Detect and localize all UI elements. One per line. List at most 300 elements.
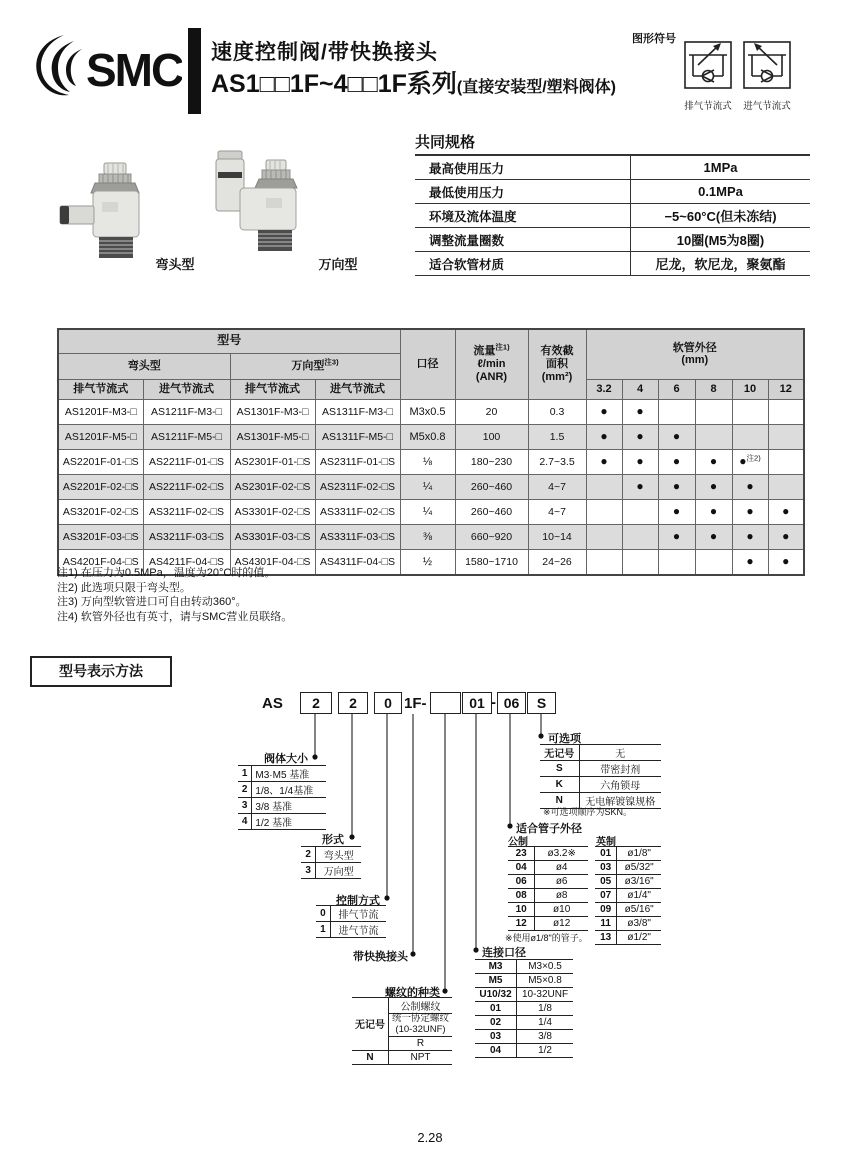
table-row: [316, 922, 386, 938]
common-specs-table: [415, 154, 810, 276]
area-header: [528, 329, 586, 399]
model-cell: AS4311F-04-□S: [315, 549, 400, 575]
model-cell: AS1211F-M3-□: [143, 399, 230, 424]
table-cell: 1: [238, 766, 252, 782]
code-box-option: S: [527, 692, 556, 714]
table-cell: ø3/8": [617, 917, 661, 931]
area-unit: (mm²): [541, 370, 573, 383]
table-row: [508, 903, 588, 917]
table-row: [595, 861, 661, 875]
tube-dot-cell: [586, 499, 622, 524]
size-header: 6: [658, 379, 695, 399]
port-size-table: [475, 959, 573, 1058]
note-line: 注4) 软管外径也有英寸，请与SMC营业员联络。: [57, 610, 293, 623]
spec-row: [415, 204, 810, 228]
table-row: [475, 1016, 573, 1030]
table-cell: ø8: [535, 889, 588, 903]
tube-dot-cell: [658, 449, 695, 474]
tube-dot-cell: [768, 549, 804, 575]
exhaust-throttle-symbol-icon: [683, 38, 733, 92]
form-table: [301, 846, 361, 879]
table-row: [352, 998, 452, 1014]
dot: ●: [746, 529, 754, 543]
dot: ●: [672, 429, 681, 443]
table-cell: 23: [508, 847, 535, 861]
flow-header: [455, 329, 528, 399]
table-cell: 1/8、1/4基准: [252, 782, 326, 798]
code-prefix: AS: [262, 695, 283, 712]
tube-dot-cell: [658, 549, 695, 575]
table-cell: 01: [595, 847, 617, 861]
tube-dot-cell: [622, 474, 658, 499]
dot: ●: [782, 554, 790, 568]
thread-value: R: [389, 1036, 453, 1050]
tube-dot-cell: [695, 424, 732, 449]
flow-note-ref: 注1): [495, 342, 510, 352]
table-cell: ø1/2": [617, 931, 661, 945]
header-row: [58, 329, 804, 353]
options-title: 可选项: [548, 733, 581, 745]
metric-label: 公制: [508, 837, 528, 848]
tube-dot-cell: [658, 424, 695, 449]
model-row: [58, 399, 804, 424]
thread-code: N: [352, 1050, 389, 1064]
series-subtitle: (直接安装型/塑料阀体): [456, 79, 616, 96]
port-cell: M3x0.5: [400, 399, 455, 424]
table-cell: M5: [475, 974, 517, 988]
model-cell: AS2211F-02-□S: [143, 474, 230, 499]
model-cell: AS4211F-04-□S: [143, 549, 230, 575]
elbow-type-label: 弯头型: [155, 257, 195, 272]
note-line: 注2) 此选项只限于弯头型。: [57, 581, 191, 594]
options-note: ※可选项顺序为SKN。: [543, 807, 633, 817]
elbow-valve-photo: [58, 162, 170, 262]
port-cell: ¼: [400, 474, 455, 499]
thread-value: 公制螺纹: [389, 998, 453, 1014]
table-cell: 13: [595, 931, 617, 945]
table-row: [238, 798, 326, 814]
table-cell: 3: [301, 863, 316, 879]
table-cell: U10/32: [475, 988, 517, 1002]
model-cell: AS3211F-03-□S: [143, 524, 230, 549]
table-cell: M5×0.8: [517, 974, 573, 988]
table-cell: M3: [475, 960, 517, 974]
table-cell: 进气节流: [330, 922, 386, 938]
model-cell: AS3211F-02-□S: [143, 499, 230, 524]
tube-dot-cell: [586, 524, 622, 549]
model-cell: AS2311F-01-□S: [315, 449, 400, 474]
table-cell: 02: [475, 1016, 517, 1030]
table-cell: 2: [238, 782, 252, 798]
spec-row: [415, 228, 810, 252]
tube-od-inch-table: [595, 846, 661, 945]
table-cell: ø5/32": [617, 861, 661, 875]
series-title: [211, 64, 616, 100]
page-title: 速度控制阀/带快换接头: [211, 41, 438, 64]
model-row: [58, 499, 804, 524]
spec-value: 尼龙，软尼龙，聚氨酯: [631, 252, 811, 276]
universal-label: 万向型: [291, 359, 325, 372]
tube-dot-cell: [695, 449, 732, 474]
flow-cell: 20: [455, 399, 528, 424]
area-label2: 面积: [546, 357, 569, 370]
area-cell: 0.3: [528, 399, 586, 424]
model-header: 型号: [58, 329, 400, 353]
spec-name: 最高使用压力: [415, 155, 631, 180]
header-divider-bar: [188, 28, 201, 114]
table-row: [238, 782, 326, 798]
model-table: [57, 328, 805, 576]
tube-dot-cell: [768, 399, 804, 424]
table-row: [301, 847, 361, 863]
dot: ●: [636, 429, 644, 443]
metric-note: ※使用ø1/8"的管子。: [505, 933, 588, 943]
table-cell: 3/8 基准: [252, 798, 326, 814]
intake-header: 进气节流式: [315, 379, 400, 399]
dot: ●: [672, 454, 681, 468]
elbow-header: 弯头型: [58, 353, 230, 379]
port-cell: M5x0.8: [400, 424, 455, 449]
thread-type-table: [352, 997, 452, 1065]
model-cell: AS1211F-M5-□: [143, 424, 230, 449]
size-header: 10: [732, 379, 768, 399]
valve-size-table: [238, 765, 326, 830]
area-cell: 10~14: [528, 524, 586, 549]
tube-dot-cell: [732, 549, 768, 575]
model-row: [58, 474, 804, 499]
tube-dot-cell: [586, 474, 622, 499]
dot: ●: [636, 454, 644, 468]
tube-dot-cell: [768, 499, 804, 524]
port-cell: ½: [400, 549, 455, 575]
universal-type-label: 万向型: [318, 257, 358, 272]
model-cell: AS2311F-02-□S: [315, 474, 400, 499]
dot: ●: [746, 479, 754, 493]
dot: ●: [739, 454, 747, 468]
dot: ●: [709, 504, 718, 518]
table-cell: S: [540, 761, 579, 777]
model-cell: AS3201F-02-□S: [58, 499, 143, 524]
page-number: 2.28: [417, 1130, 443, 1145]
spec-name: 环境及流体温度: [415, 204, 631, 228]
table-cell: 1/8: [517, 1002, 573, 1016]
table-cell: 03: [475, 1030, 517, 1044]
model-cell: AS2301F-01-□S: [230, 449, 315, 474]
dot: ●: [600, 429, 608, 443]
exhaust-header: 排气节流式: [58, 379, 143, 399]
table-row: [595, 903, 661, 917]
control-table: [316, 905, 386, 938]
tube-dot-cell: [732, 449, 768, 474]
table-row: [238, 814, 326, 830]
table-row: [540, 745, 661, 761]
dot: ●: [672, 504, 681, 518]
table-row: [475, 974, 573, 988]
area-cell: 4~7: [528, 499, 586, 524]
flow-cell: 260~460: [455, 474, 528, 499]
table-cell: 弯头型: [316, 847, 361, 863]
symbol-caption-exhaust: 排气节流式: [684, 101, 732, 112]
area-cell: 1.5: [528, 424, 586, 449]
spec-row: [415, 252, 810, 276]
flow-unit: ℓ/min: [477, 357, 506, 370]
flow-unit2: (ANR): [475, 370, 508, 383]
universal-valve-photo: [210, 150, 322, 262]
tube-dot-cell: [695, 524, 732, 549]
tube-dot-cell: [695, 474, 732, 499]
table-cell: 4: [238, 814, 252, 830]
model-row: [58, 524, 804, 549]
model-cell: AS1311F-M3-□: [315, 399, 400, 424]
control-title: 控制方式: [336, 895, 380, 907]
tube-dot-cell: [658, 474, 695, 499]
table-cell: 11: [595, 917, 617, 931]
table-cell: 12: [508, 917, 535, 931]
flow-cell: 100: [455, 424, 528, 449]
table-cell: ø4: [535, 861, 588, 875]
area-cell: 2.7~3.5: [528, 449, 586, 474]
area-cell: 4~7: [528, 474, 586, 499]
dot: ●: [709, 529, 718, 543]
flow-cell: 660~920: [455, 524, 528, 549]
table-cell: 10-32UNF: [517, 988, 573, 1002]
table-cell: ø1/4": [617, 889, 661, 903]
tube-dot-cell: [768, 474, 804, 499]
size-header: 12: [768, 379, 804, 399]
area-cell: 24~26: [528, 549, 586, 575]
flow-cell: 260~460: [455, 499, 528, 524]
table-row: [595, 931, 661, 945]
thread-value: NPT: [389, 1050, 453, 1064]
table-cell: 05: [595, 875, 617, 889]
table-cell: 04: [508, 861, 535, 875]
dot: ●: [636, 479, 644, 493]
code-box-control: 0: [374, 692, 402, 714]
table-cell: 无记号: [540, 745, 579, 761]
table-notes: [57, 566, 292, 624]
table-row: [301, 863, 361, 879]
table-row: [508, 861, 588, 875]
tube-dot-cell: [658, 524, 695, 549]
tube-dot-cell: [695, 399, 732, 424]
flow-cell: 180~230: [455, 449, 528, 474]
model-cell: AS2211F-01-□S: [143, 449, 230, 474]
symbols-label: 图形符号: [632, 33, 676, 45]
table-cell: 排气节流: [330, 906, 386, 922]
dot: ●: [746, 504, 754, 518]
spec-row: [415, 180, 810, 204]
table-row: [595, 875, 661, 889]
spec-value: 10圈(M5为8圈): [631, 228, 811, 252]
common-specs-title: 共同规格: [415, 134, 476, 151]
dot: ●: [782, 529, 790, 543]
tube-dot-cell: [622, 424, 658, 449]
flow-cell: 1580~1710: [455, 549, 528, 575]
model-cell: AS3301F-03-□S: [230, 524, 315, 549]
dot: ●: [709, 479, 718, 493]
table-cell: 04: [475, 1044, 517, 1058]
model-cell: AS1301F-M3-□: [230, 399, 315, 424]
table-row: [508, 917, 588, 931]
spec-name: 最低使用压力: [415, 180, 631, 204]
table-cell: K: [540, 777, 579, 793]
port-cell: ⅛: [400, 449, 455, 474]
port-cell: ¼: [400, 499, 455, 524]
model-cell: AS2201F-01-□S: [58, 449, 143, 474]
thread-value: [389, 1014, 453, 1037]
table-row: [508, 875, 588, 889]
tube-dot-cell: [695, 499, 732, 524]
table-cell: 带密封剂: [579, 761, 661, 777]
dot: ●: [709, 454, 718, 468]
dot: ●: [600, 404, 608, 418]
tube-dot-cell: [586, 449, 622, 474]
table-cell: M3×0.5: [517, 960, 573, 974]
universal-header: [230, 353, 400, 379]
model-cell: AS1201F-M3-□: [58, 399, 143, 424]
code-box-form: 2: [338, 692, 368, 714]
table-cell: N: [540, 793, 579, 809]
model-cell: AS4301F-04-□S: [230, 549, 315, 575]
tube-dot-cell: [586, 399, 622, 424]
series-name: AS1□□1F~4□□1F系列: [211, 70, 457, 98]
tube-dot-cell: [622, 449, 658, 474]
tube-od-label: 软管外径: [672, 341, 717, 354]
table-row: [475, 1002, 573, 1016]
spec-name: 适合软管材质: [415, 252, 631, 276]
table-cell: 1: [316, 922, 330, 938]
designation-section-title: 型号表示方法: [30, 656, 172, 687]
table-row: [595, 889, 661, 903]
connector-lines: [0, 712, 860, 1012]
table-cell: 07: [595, 889, 617, 903]
table-cell: 2: [301, 847, 316, 863]
model-cell: AS3301F-02-□S: [230, 499, 315, 524]
tube-dot-cell: [586, 424, 622, 449]
valve-size-title: 阀体大小: [264, 753, 308, 765]
table-cell: 08: [508, 889, 535, 903]
tube-dot-cell: [622, 499, 658, 524]
tube-od-metric-table: [508, 846, 588, 931]
spec-value: −5~60°C(但未冻结): [631, 204, 811, 228]
port-header: 口径: [400, 329, 455, 399]
options-table: [540, 744, 661, 809]
tube-od-unit: (mm): [681, 354, 709, 367]
model-cell: AS1201F-M5-□: [58, 424, 143, 449]
port-cell: ⅜: [400, 524, 455, 549]
spec-value: 1MPa: [631, 155, 811, 180]
intake-throttle-symbol-icon: [742, 38, 792, 92]
code-box-size: 2: [300, 692, 332, 714]
tube-dot-cell: [732, 524, 768, 549]
port-size-title: 连接口径: [482, 947, 526, 959]
code-fixed-1f: 1F-: [404, 695, 427, 712]
code-box-thread: [430, 692, 461, 714]
table-cell: ø10: [535, 903, 588, 917]
tube-dot-cell: [622, 524, 658, 549]
spec-value: 0.1MPa: [631, 180, 811, 204]
intake-header: 进气节流式: [143, 379, 230, 399]
tube-od-header: [586, 329, 804, 379]
model-cell: AS3201F-03-□S: [58, 524, 143, 549]
tube-dot-cell: [622, 549, 658, 575]
thread-value-line: (10-32UNF): [395, 1023, 446, 1035]
tube-dot-cell: [768, 449, 804, 474]
table-row: [475, 988, 573, 1002]
table-cell: 1/2 基准: [252, 814, 326, 830]
model-cell: AS2301F-02-□S: [230, 474, 315, 499]
table-row: [352, 1050, 452, 1064]
tube-od-title: 适合管子外径: [516, 823, 582, 835]
table-cell: 0: [316, 906, 330, 922]
symbol-caption-intake: 进气节流式: [743, 101, 791, 112]
size-header: 4: [622, 379, 658, 399]
tube-dot-cell: [658, 499, 695, 524]
model-cell: AS2201F-02-□S: [58, 474, 143, 499]
flow-label: 流量: [473, 345, 496, 358]
dot: ●: [672, 529, 681, 543]
exhaust-header: 排气节流式: [230, 379, 315, 399]
code-dash: -: [491, 694, 496, 711]
model-row: [58, 424, 804, 449]
table-row: [540, 777, 661, 793]
tube-dot-cell: [622, 399, 658, 424]
table-cell: ø6: [535, 875, 588, 889]
table-row: [475, 1030, 573, 1044]
dot-note-ref: 注2): [746, 453, 761, 463]
thread-value-line: 统一协定螺纹: [392, 1013, 450, 1024]
tube-dot-cell: [732, 499, 768, 524]
tube-dot-cell: [732, 474, 768, 499]
area-label1: 有效截: [540, 345, 574, 358]
size-header: 3.2: [586, 379, 622, 399]
table-cell: ø12: [535, 917, 588, 931]
model-cell: AS4201F-04-□S: [58, 549, 143, 575]
dot: ●: [600, 454, 608, 468]
table-cell: ø3.2※: [535, 847, 588, 861]
tube-dot-cell: [768, 424, 804, 449]
table-cell: 3: [238, 798, 252, 814]
table-row: [238, 766, 326, 782]
model-cell: AS3311F-03-□S: [315, 524, 400, 549]
smc-logo: [30, 30, 182, 104]
table-cell: 无电解镀镍规格: [579, 793, 661, 809]
dot: ●: [672, 479, 681, 493]
model-cell: AS1301F-M5-□: [230, 424, 315, 449]
tube-dot-cell: [732, 424, 768, 449]
model-row: [58, 449, 804, 474]
table-cell: 无: [579, 745, 661, 761]
table-row: [595, 847, 661, 861]
dot: ●: [746, 554, 754, 568]
table-cell: 10: [508, 903, 535, 917]
table-row: [316, 906, 386, 922]
table-row: [475, 1044, 573, 1058]
tube-dot-cell: [695, 549, 732, 575]
tube-dot-cell: [732, 399, 768, 424]
note-line: 注3) 万向型软管进口可自由转动360°。: [57, 596, 247, 608]
model-cell: AS1311F-M5-□: [315, 424, 400, 449]
table-cell: ø1/8": [617, 847, 661, 861]
universal-note-ref: 注3): [324, 357, 339, 367]
spec-row: [415, 155, 810, 180]
table-cell: 万向型: [316, 863, 361, 879]
table-cell: 六角锁母: [579, 777, 661, 793]
quick-fitting-label: 带快换接头: [353, 951, 408, 963]
table-row: [540, 761, 661, 777]
thread-type-title: 螺纹的种类: [385, 987, 440, 999]
code-box-port: 01: [462, 692, 492, 714]
